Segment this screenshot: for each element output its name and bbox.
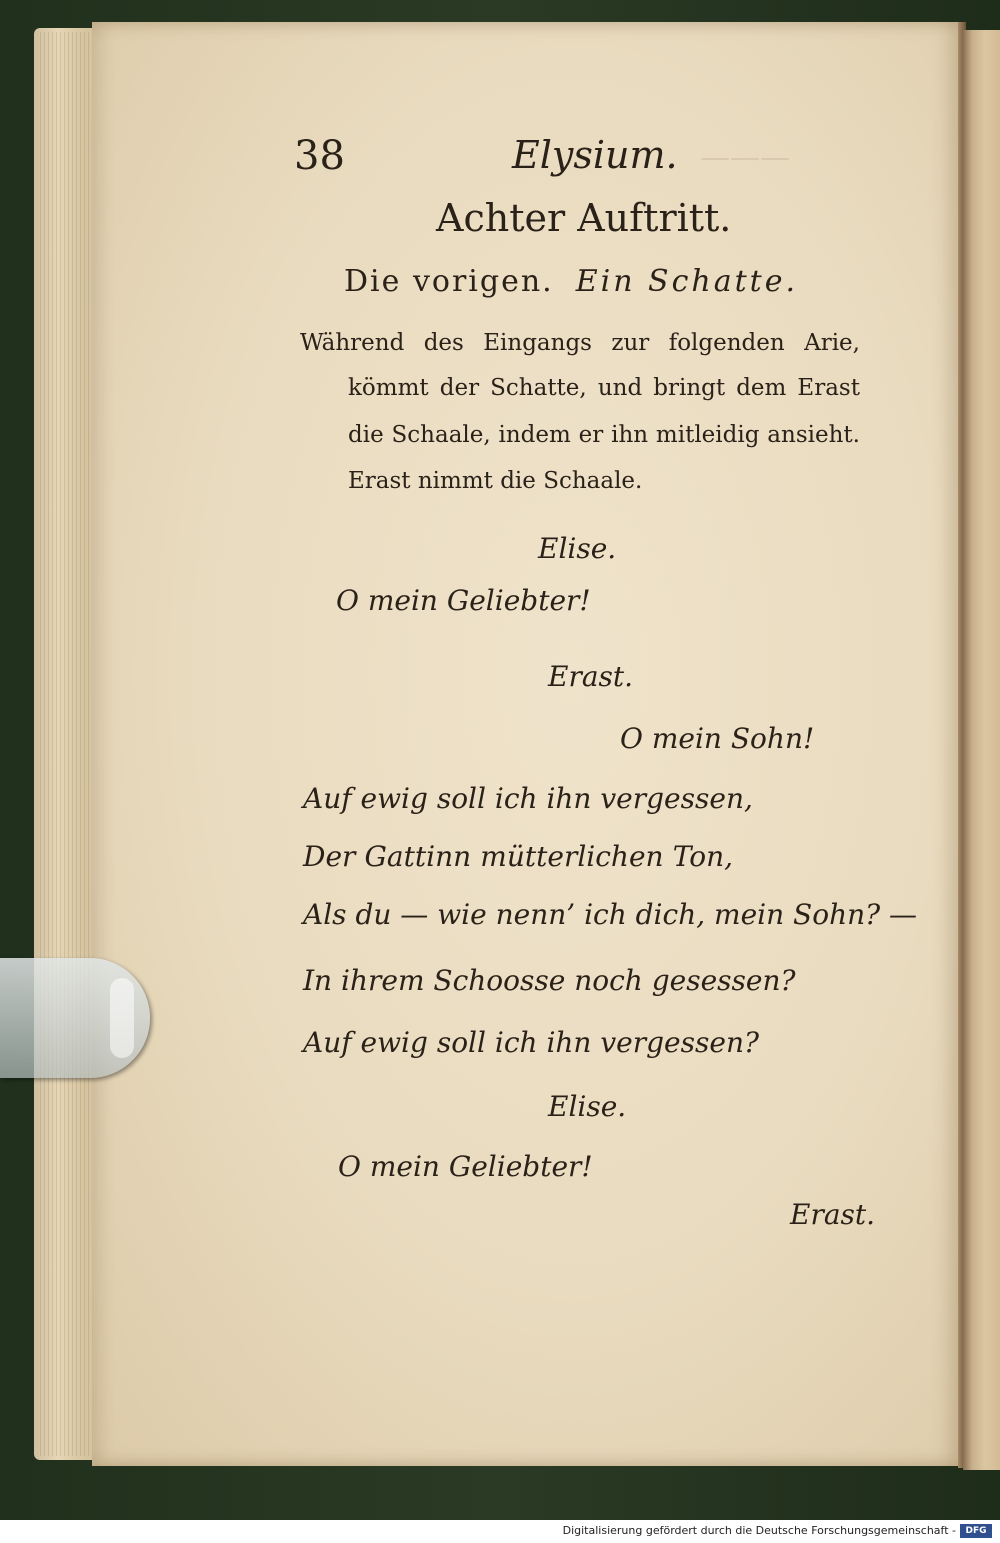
facing-page-edge: [963, 30, 1000, 1470]
dialogue-line: O mein Geliebter!: [336, 584, 591, 617]
catchword: Erast.: [790, 1198, 876, 1231]
word: mütterlichen: [480, 840, 664, 873]
verse-line-3: Als du — wie nenn’ ich dich, mein Sohn? —: [303, 898, 918, 931]
speaker-erast: Erast.: [548, 660, 634, 693]
word: des: [423, 330, 464, 356]
word: dem: [736, 375, 787, 401]
word: Erast: [797, 375, 860, 401]
word: Ton,: [672, 840, 733, 873]
word: und: [597, 375, 643, 401]
word: kömmt: [348, 375, 429, 401]
word: Während: [300, 330, 405, 356]
word: indem: [498, 422, 571, 448]
verse-line-1: Auf ewig soll ich ihn vergessen,: [303, 782, 753, 815]
stage-direction-line-2: [348, 375, 860, 401]
footer-credit: Digitalisierung gefördert durch die Deutsche Forschungsgemeinschaft -: [562, 1524, 956, 1537]
scene-heading: Achter Auftritt.: [436, 196, 732, 240]
word: der: [439, 375, 480, 401]
stage-direction-line-1: [300, 330, 860, 356]
show-through-text: ———: [700, 140, 790, 175]
page-number: 38: [294, 133, 345, 179]
dialogue-line: O mein Geliebter!: [338, 1150, 593, 1183]
cast-roman: Die vorigen.: [344, 264, 554, 299]
stage-direction-line-3: [348, 422, 860, 448]
word: Eingangs: [483, 330, 592, 356]
speaker-elise: Elise.: [548, 1090, 627, 1123]
word: folgenden: [668, 330, 785, 356]
page-edge-lines: [40, 32, 100, 1456]
dfg-logo: DFG: [960, 1524, 992, 1538]
verse-line-5: Auf ewig soll ich ihn vergessen?: [303, 1026, 759, 1059]
word: Schatte,: [490, 375, 587, 401]
speaker-elise: Elise.: [538, 532, 617, 565]
word: die: [348, 422, 384, 448]
stage-direction-line-4: Erast nimmt die Schaale.: [348, 468, 643, 494]
word: Arie,: [804, 330, 860, 356]
page-clip: [0, 958, 150, 1078]
word: Der: [303, 840, 356, 873]
word: er: [578, 422, 604, 448]
word: Schaale,: [391, 422, 491, 448]
word: zur: [611, 330, 650, 356]
word: mitleidig: [655, 422, 760, 448]
cast-list: [344, 264, 798, 299]
word: ihn: [611, 422, 649, 448]
word: bringt: [653, 375, 726, 401]
cast-italic: Ein Schatte.: [575, 264, 799, 299]
word: Gattinn: [364, 840, 472, 873]
clip-highlight: [110, 978, 134, 1058]
verse-line-2: [303, 840, 733, 873]
dialogue-line: O mein Sohn!: [620, 722, 815, 755]
word: ansieht.: [767, 422, 860, 448]
running-head: Elysium.: [512, 133, 678, 177]
verse-line-4: In ihrem Schoosse noch gesessen?: [303, 964, 796, 997]
